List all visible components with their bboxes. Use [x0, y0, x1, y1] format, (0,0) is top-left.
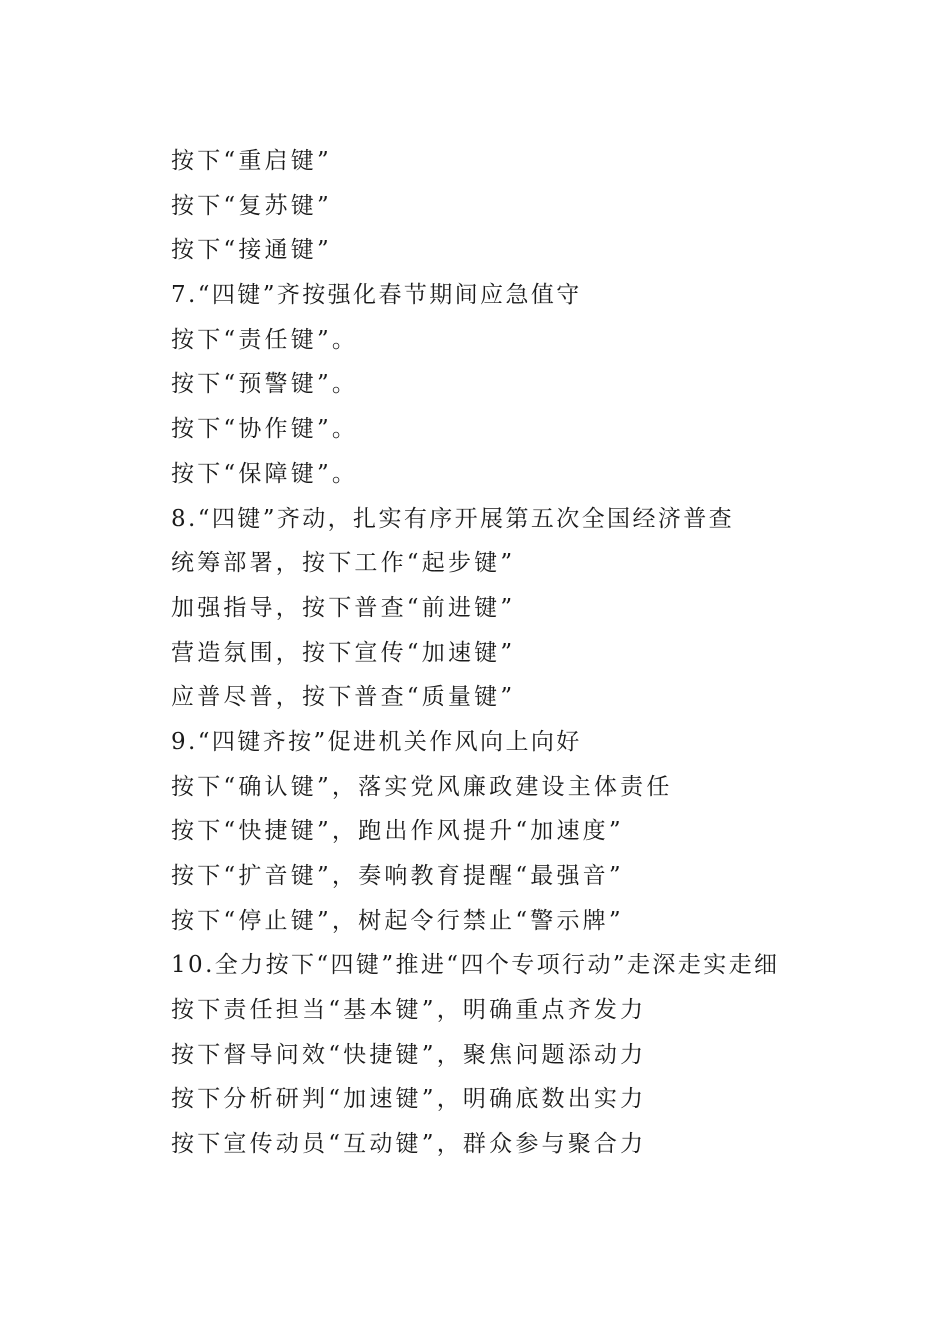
- list-item: 按下“快捷键”，跑出作风提升“加速度”: [171, 818, 624, 845]
- list-item: 按下督导问效“快捷键”，聚焦问题添动力: [171, 1041, 647, 1068]
- list-item: 按下“重启键”: [171, 148, 332, 174]
- section-heading-7: 7.“四键”齐按强化春节期间应急值守: [171, 282, 582, 309]
- list-item: 按下“保障键”。: [171, 460, 359, 487]
- list-item: 按下“停止键”，树起令行禁止“警示牌”: [171, 907, 624, 934]
- list-item: 按下“责任键”。: [171, 326, 359, 353]
- list-item: 加强指导，按下普查“前进键”: [171, 594, 516, 621]
- list-item: 按下责任担当“基本键”，明确重点齐发力: [171, 997, 647, 1024]
- list-item: 按下“协作键”。: [171, 416, 359, 443]
- section-heading-9: 9.“四键齐按”促进机关作风向上向好: [171, 728, 582, 755]
- section-heading-10: 10.全力按下“四键”推进“四个专项行动”走深走实走细: [171, 952, 780, 979]
- list-item: 按下宣传动员“互动键”，群众参与聚合力: [171, 1131, 647, 1158]
- list-item: 按下“确认键”，落实党风廉政建设主体责任: [171, 773, 673, 800]
- list-item: 按下“复苏键”: [171, 192, 332, 219]
- list-item: 营造氛围，按下宣传“加速键”: [171, 639, 516, 666]
- section-heading-8: 8.“四键”齐动，扎实有序开展第五次全国经济普查: [171, 505, 735, 532]
- list-item: 按下“接通键”: [171, 237, 332, 264]
- list-item: 按下分析研判“加速键”，明确底数出实力: [171, 1086, 647, 1113]
- document-body: [171, 139, 891, 1167]
- list-item: 应普尽普，按下普查“质量键”: [171, 684, 516, 711]
- list-item: 按下“扩音键”，奏响教育提醒“最强音”: [171, 863, 624, 889]
- list-item: 按下“预警键”。: [171, 371, 359, 398]
- list-item: 统筹部署，按下工作“起步键”: [171, 550, 516, 577]
